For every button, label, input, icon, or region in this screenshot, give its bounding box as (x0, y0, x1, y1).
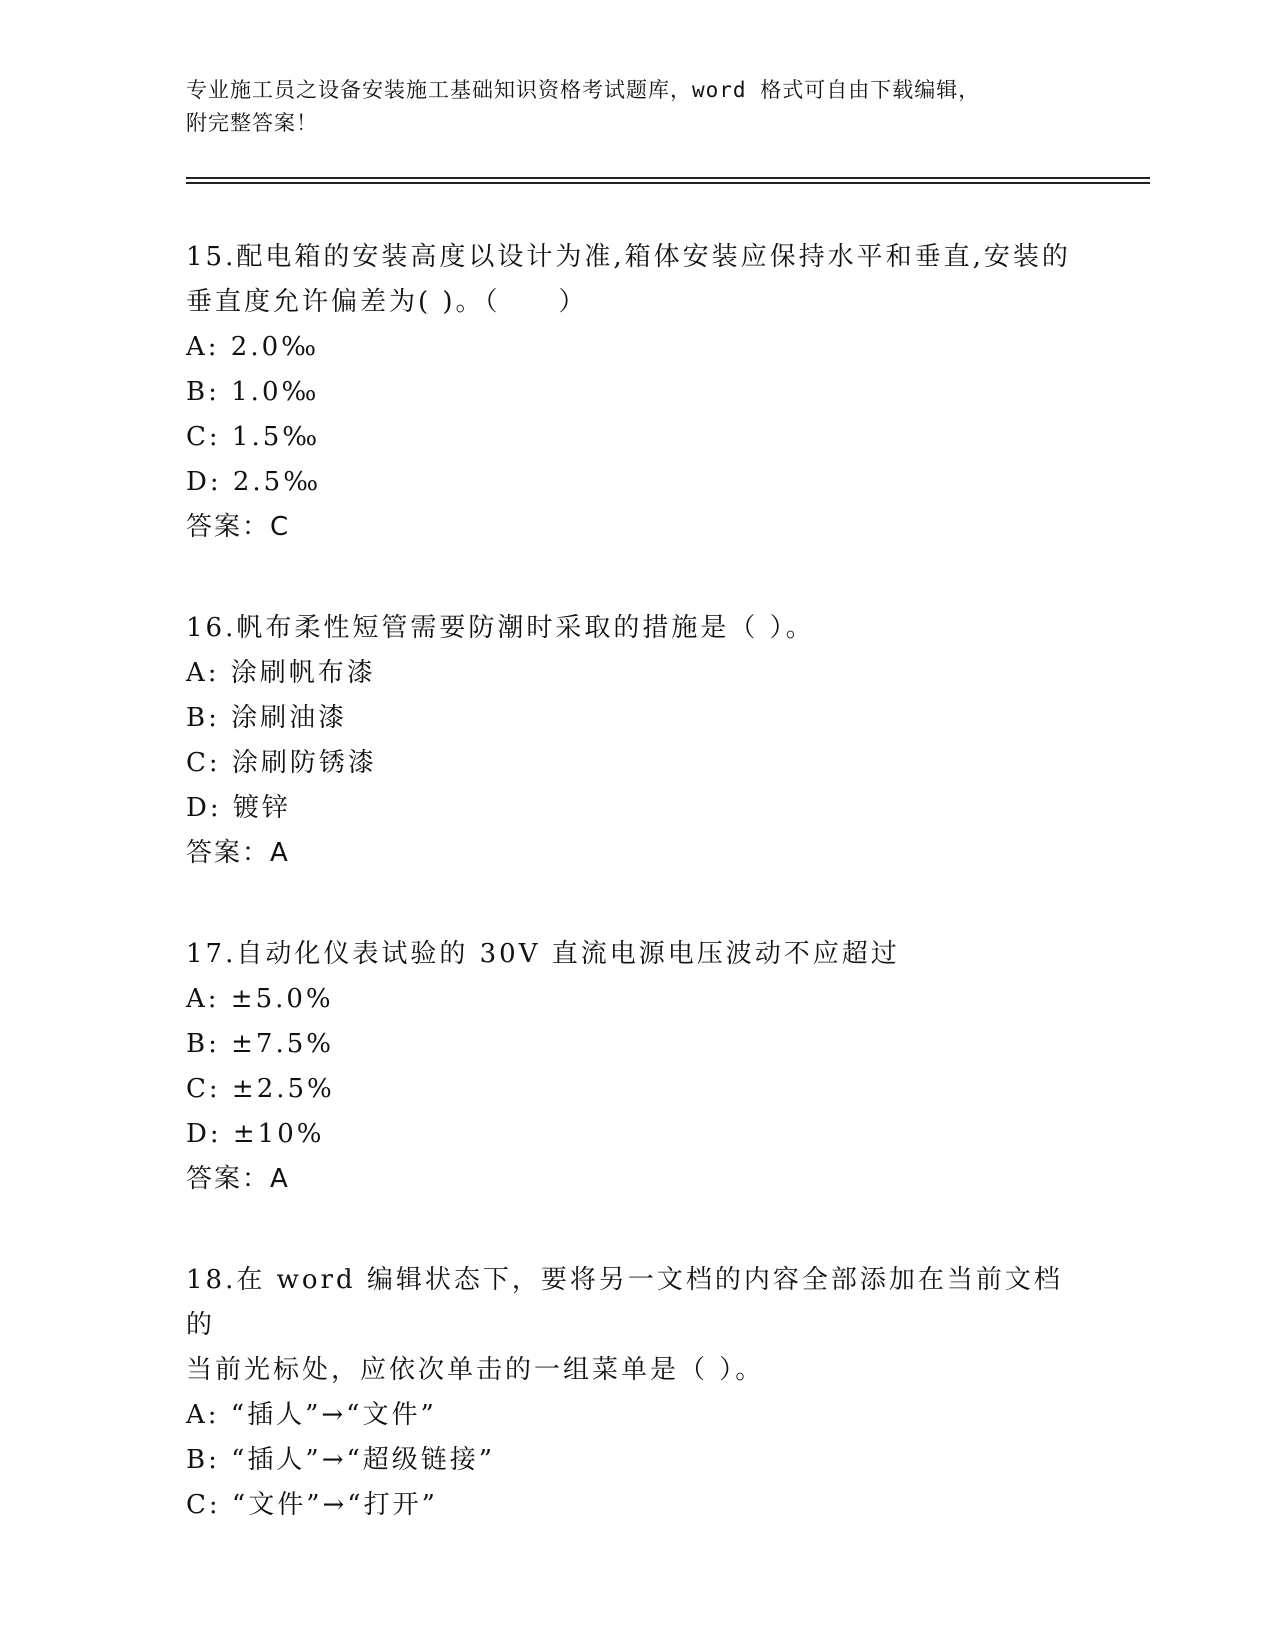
question-text-line: 16.帆布柔性短管需要防潮时采取的措施是（ ）。 (186, 613, 815, 643)
option-a: A: 涂刷帆布漆 (186, 658, 376, 688)
option-b: B: “插人”→“超级链接” (186, 1445, 496, 1475)
option-c: C: 1.5‰ (186, 422, 321, 452)
option-b: B: 涂刷油漆 (186, 703, 348, 733)
option-a: A: “插人”→“文件” (186, 1400, 437, 1430)
header-line-1: 专业施工员之设备安装施工基础知识资格考试题库，word 格式可自由下载编辑， (186, 78, 981, 102)
option-b: B: ±7.5% (186, 1029, 334, 1059)
option-d: D: 镀锌 (186, 793, 291, 823)
header-line-2: 附完整答案！ (186, 111, 318, 135)
document-header (186, 74, 1086, 140)
option-c: C: 涂刷防锈漆 (186, 748, 377, 778)
question-text-line: 15.配电箱的安装高度以设计为准,箱体安装应保持水平和垂直,安装的 (186, 242, 1071, 272)
question-list (186, 235, 1086, 1584)
option-c: C: “文件”→“打开” (186, 1490, 438, 1520)
question-15 (186, 235, 1086, 550)
option-b: B: 1.0‰ (186, 377, 320, 407)
option-d: D: ±10% (186, 1119, 325, 1149)
header-divider-top (186, 177, 1150, 179)
option-a: A: ±5.0% (186, 984, 334, 1014)
header-divider-bottom (186, 182, 1150, 184)
answer: 答案：A (186, 1164, 290, 1194)
question-text-line: 17.自动化仪表试验的 30V 直流电源电压波动不应超过 (186, 939, 900, 969)
question-text-line: 18.在 word 编辑状态下，要将另一文档的内容全部添加在当前文档的 (186, 1265, 1063, 1340)
question-text-line: 当前光标处，应依次单击的一组菜单是（ ）。 (186, 1355, 765, 1385)
option-a: A: 2.0‰ (186, 332, 320, 362)
option-c: C: ±2.5% (186, 1074, 335, 1104)
question-18 (186, 1258, 1086, 1528)
question-16 (186, 606, 1086, 876)
answer: 答案：C (186, 512, 291, 542)
question-text-line: 垂直度允许偏差为( )。（ ） (186, 287, 588, 317)
answer: 答案：A (186, 838, 290, 868)
option-d: D: 2.5‰ (186, 467, 322, 497)
question-17 (186, 932, 1086, 1202)
